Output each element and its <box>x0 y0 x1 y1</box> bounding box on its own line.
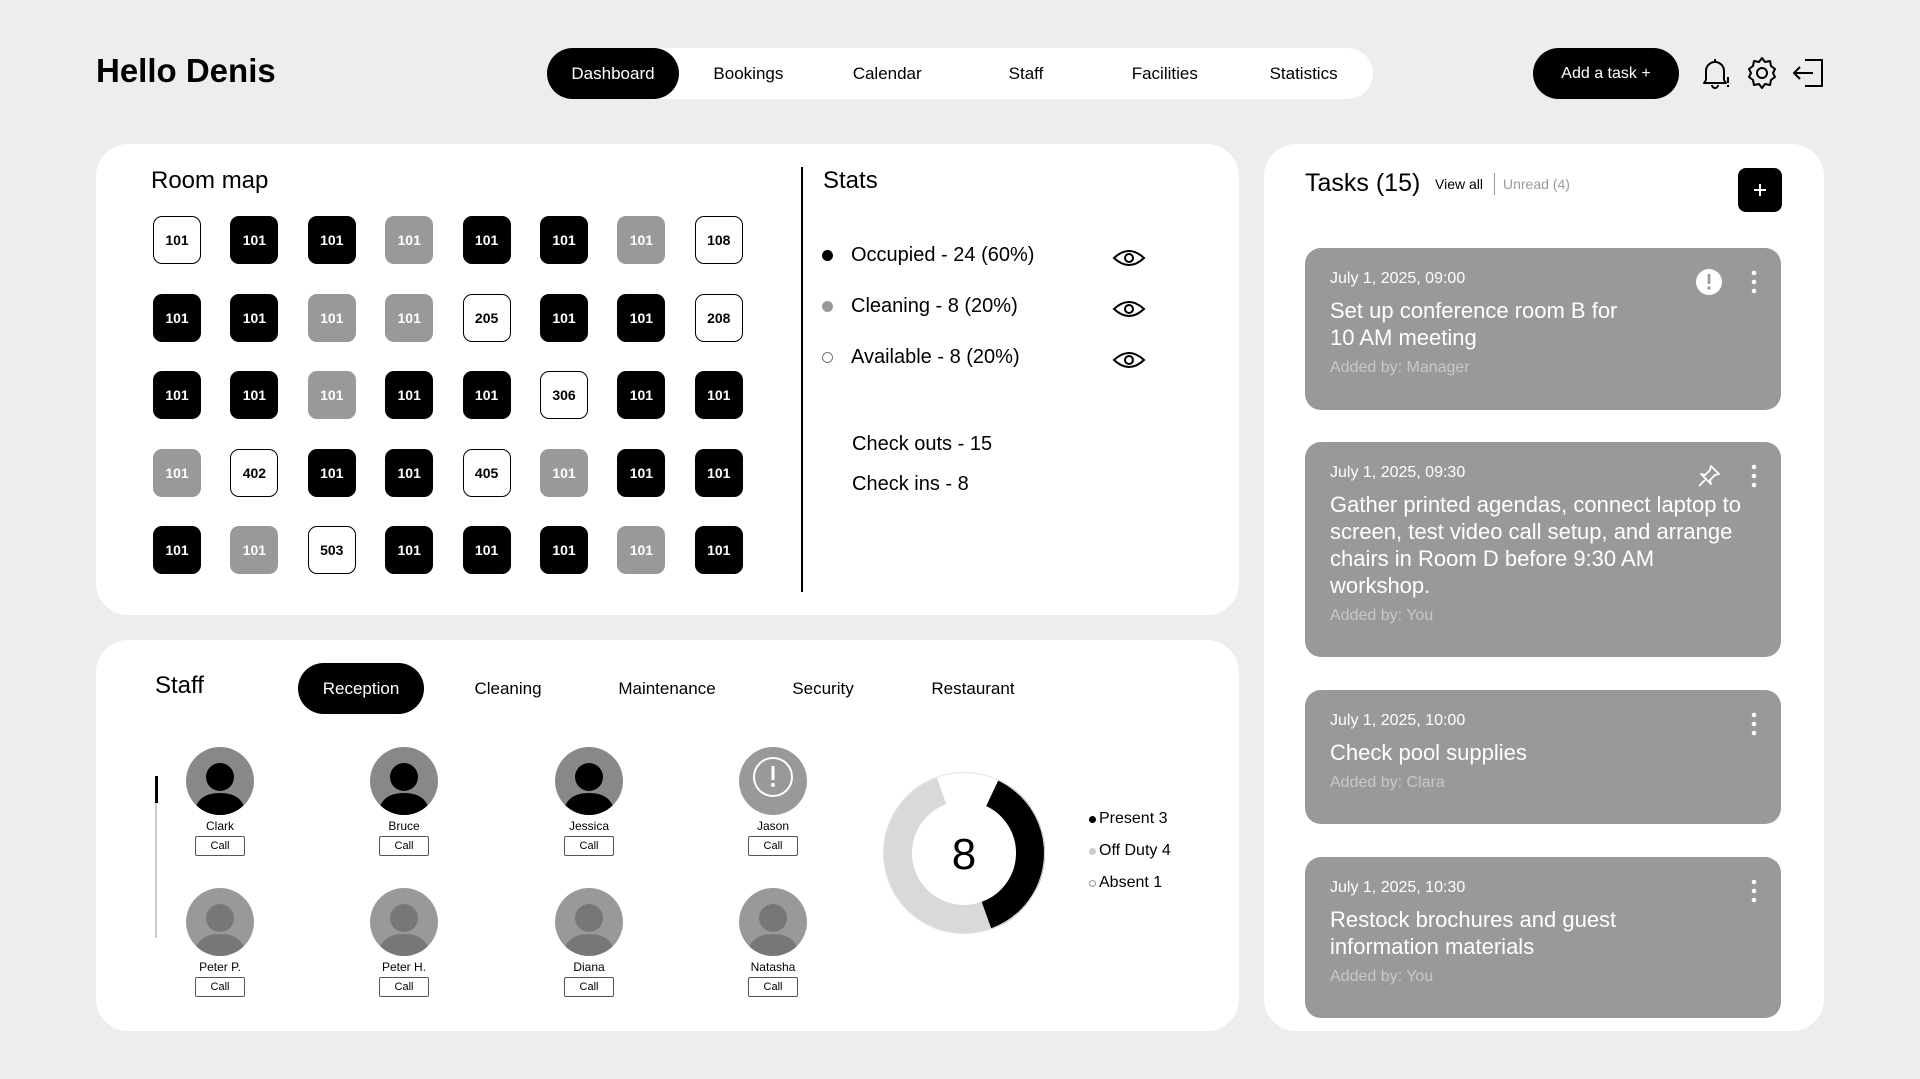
avatar[interactable] <box>186 888 254 956</box>
user-icon <box>370 888 438 956</box>
staff-member <box>359 747 449 856</box>
staff-member <box>175 888 265 997</box>
alert-icon[interactable] <box>1695 268 1723 296</box>
tab-restaurant[interactable]: Restaurant <box>931 678 1015 698</box>
task-card[interactable] <box>1305 690 1781 824</box>
scrollbar-thumb[interactable] <box>155 776 158 803</box>
divider <box>801 167 803 592</box>
room-tile[interactable]: 306 <box>540 371 588 419</box>
greeting: Hello Denis <box>96 52 276 89</box>
room-tile[interactable]: 101 <box>463 371 511 419</box>
call-button[interactable]: Call <box>564 836 614 856</box>
staff-member <box>728 747 818 856</box>
room-tile[interactable]: 101 <box>695 526 743 574</box>
stat-occupied <box>822 244 1034 267</box>
staff-member <box>175 747 265 856</box>
legend-off-duty <box>1089 842 1171 860</box>
staff-name: Diana <box>573 960 605 974</box>
room-tile[interactable]: 101 <box>153 526 201 574</box>
pin-icon[interactable] <box>1695 462 1723 490</box>
more-options-icon[interactable] <box>1751 270 1757 294</box>
stat-available-label: Available - 8 (20%) <box>851 346 1020 368</box>
nav-calendar[interactable]: Calendar <box>852 63 922 83</box>
task-card[interactable] <box>1305 857 1781 1018</box>
user-icon <box>739 888 807 956</box>
eye-icon[interactable] <box>1112 298 1146 320</box>
staff-name: Peter H. <box>381 960 426 974</box>
eye-icon[interactable] <box>1112 247 1146 269</box>
donut-total: 8 <box>951 830 977 879</box>
more-options-icon[interactable] <box>1751 712 1757 736</box>
nav-staff[interactable]: Staff <box>1008 63 1044 83</box>
room-tile[interactable]: 101 <box>153 449 201 497</box>
available-dot <box>822 352 833 363</box>
room-tile[interactable]: 208 <box>695 294 743 342</box>
gear-icon[interactable] <box>1744 55 1780 91</box>
stat-available <box>822 346 1020 369</box>
staff-name: Jason <box>756 819 790 833</box>
check-ins: Check ins - 8 <box>852 473 969 495</box>
view-all-link[interactable]: View all <box>1435 176 1483 192</box>
legend-absent <box>1089 874 1162 892</box>
add-task-button[interactable]: Add a task + <box>1533 48 1679 99</box>
more-options-icon[interactable] <box>1751 464 1757 488</box>
avatar[interactable] <box>739 888 807 956</box>
cleaning-dot <box>822 301 833 312</box>
room-tile[interactable]: 101 <box>617 294 665 342</box>
check-outs: Check outs - 15 <box>852 433 993 455</box>
donut-absent-segment <box>941 787 992 793</box>
room-tile[interactable]: 101 <box>308 371 356 419</box>
room-map-title: Room map <box>151 167 269 194</box>
room-tile[interactable]: 101 <box>617 449 665 497</box>
tasks-title: Tasks (15) <box>1305 169 1421 197</box>
call-button[interactable]: Call <box>195 836 245 856</box>
legend-absent-label: Absent 1 <box>1099 874 1163 891</box>
tab-reception[interactable]: Reception <box>298 663 424 714</box>
avatar[interactable] <box>186 747 254 815</box>
absent-dot <box>1089 880 1096 887</box>
legend-present <box>1089 810 1167 828</box>
staff-member <box>544 747 634 856</box>
room-tile[interactable]: 503 <box>308 526 356 574</box>
nav-statistics[interactable]: Statistics <box>1269 63 1338 83</box>
staff-member <box>728 888 818 997</box>
stat-cleaning <box>822 295 1018 318</box>
staff-name: Clark <box>205 819 234 833</box>
add-task-plus-button[interactable] <box>1738 168 1782 212</box>
room-tile[interactable]: 101 <box>385 371 433 419</box>
more-options-icon[interactable] <box>1751 879 1757 903</box>
avatar[interactable] <box>555 747 623 815</box>
room-tile[interactable]: 205 <box>463 294 511 342</box>
room-tile[interactable]: 108 <box>695 216 743 264</box>
nav-bookings[interactable]: Bookings <box>713 63 784 83</box>
room-tile[interactable]: 101 <box>385 294 433 342</box>
eye-icon[interactable] <box>1112 349 1146 371</box>
stat-cleaning-label: Cleaning - 8 (20%) <box>851 295 1018 317</box>
legend-off-duty-label: Off Duty 4 <box>1099 842 1171 859</box>
call-button[interactable]: Call <box>748 977 798 997</box>
task-card[interactable] <box>1305 248 1781 410</box>
room-tile[interactable]: 101 <box>308 294 356 342</box>
room-tile[interactable]: 101 <box>540 216 588 264</box>
room-tile[interactable]: 101 <box>695 371 743 419</box>
nav-facilities[interactable]: Facilities <box>1131 63 1198 83</box>
call-button[interactable]: Call <box>195 977 245 997</box>
room-tile[interactable]: 101 <box>385 216 433 264</box>
room-tile[interactable]: 101 <box>463 526 511 574</box>
attendance-donut <box>882 771 1046 935</box>
bell-icon[interactable] <box>1697 55 1733 91</box>
room-tile[interactable]: 101 <box>540 294 588 342</box>
unread-filter[interactable]: Unread (4) <box>1503 176 1570 192</box>
alert-icon <box>739 747 807 815</box>
staff-name: Jessica <box>568 819 609 833</box>
call-button[interactable]: Call <box>748 836 798 856</box>
user-icon <box>555 747 623 815</box>
room-tile[interactable]: 101 <box>463 216 511 264</box>
user-icon <box>555 888 623 956</box>
room-tile[interactable]: 101 <box>617 216 665 264</box>
tab-cleaning[interactable]: Cleaning <box>474 678 542 698</box>
room-tile[interactable]: 101 <box>230 526 278 574</box>
occupied-dot <box>822 250 833 261</box>
room-tile[interactable]: 101 <box>385 526 433 574</box>
user-icon <box>186 888 254 956</box>
task-title: Gather printed agendas, connect laptop to screen, test video call setup, and arrange chairs in Room D before 9:30 AM workshop. <box>1330 492 1741 598</box>
task-title: Restock brochures and guest information materials <box>1330 907 1617 959</box>
staff-member <box>359 888 449 997</box>
nav-dashboard[interactable]: Dashboard <box>547 48 679 99</box>
room-tile[interactable]: 101 <box>308 216 356 264</box>
avatar[interactable] <box>370 747 438 815</box>
room-tile[interactable]: 101 <box>308 449 356 497</box>
main-nav <box>547 48 1373 99</box>
donut-present-segment <box>987 793 1031 916</box>
room-tile[interactable]: 101 <box>153 371 201 419</box>
staff-name: Bruce <box>388 819 420 833</box>
task-title: Set up conference room B for 10 AM meeting <box>1330 298 1618 350</box>
avatar[interactable] <box>739 747 807 815</box>
user-icon <box>370 747 438 815</box>
room-tile[interactable]: 101 <box>540 526 588 574</box>
task-author: Added by: Clara <box>1330 774 1445 791</box>
task-author: Added by: You <box>1330 968 1434 985</box>
task-date: July 1, 2025, 10:30 <box>1330 879 1466 896</box>
call-button[interactable]: Call <box>379 977 429 997</box>
logout-icon[interactable] <box>1791 55 1827 91</box>
filter-divider <box>1494 173 1495 195</box>
avatar[interactable] <box>555 888 623 956</box>
user-icon <box>186 747 254 815</box>
stat-occupied-label: Occupied - 24 (60%) <box>851 244 1035 266</box>
off-duty-dot <box>1089 848 1096 855</box>
task-date: July 1, 2025, 09:30 <box>1330 464 1466 481</box>
stats-title: Stats <box>823 167 878 194</box>
room-tile[interactable]: 101 <box>230 216 278 264</box>
tab-security[interactable]: Security <box>792 678 854 698</box>
avatar[interactable] <box>370 888 438 956</box>
room-tile[interactable]: 101 <box>540 449 588 497</box>
staff-name: Natasha <box>750 960 796 974</box>
task-title: Check pool supplies <box>1330 740 1527 765</box>
plus-icon <box>1752 182 1768 198</box>
task-date: July 1, 2025, 09:00 <box>1330 270 1466 287</box>
room-tile[interactable]: 101 <box>230 371 278 419</box>
present-dot <box>1089 816 1096 823</box>
legend-present-label: Present 3 <box>1099 810 1168 827</box>
room-tile[interactable]: 402 <box>230 449 278 497</box>
task-date: July 1, 2025, 10:00 <box>1330 712 1466 729</box>
room-tile[interactable]: 101 <box>153 294 201 342</box>
room-tile[interactable]: 405 <box>463 449 511 497</box>
room-tile[interactable]: 101 <box>695 449 743 497</box>
staff-title: Staff <box>155 672 204 699</box>
task-author: Added by: Manager <box>1330 359 1470 376</box>
call-button[interactable]: Call <box>564 977 614 997</box>
tab-maintenance[interactable]: Maintenance <box>618 678 716 698</box>
room-tile[interactable]: 101 <box>617 526 665 574</box>
room-tile[interactable]: 101 <box>153 216 201 264</box>
call-button[interactable]: Call <box>379 836 429 856</box>
task-author: Added by: You <box>1330 607 1434 624</box>
room-tile[interactable]: 101 <box>617 371 665 419</box>
task-card[interactable] <box>1305 442 1781 657</box>
staff-name: Peter P. <box>199 960 241 974</box>
staff-member <box>544 888 634 997</box>
room-tile[interactable]: 101 <box>385 449 433 497</box>
room-tile[interactable]: 101 <box>230 294 278 342</box>
